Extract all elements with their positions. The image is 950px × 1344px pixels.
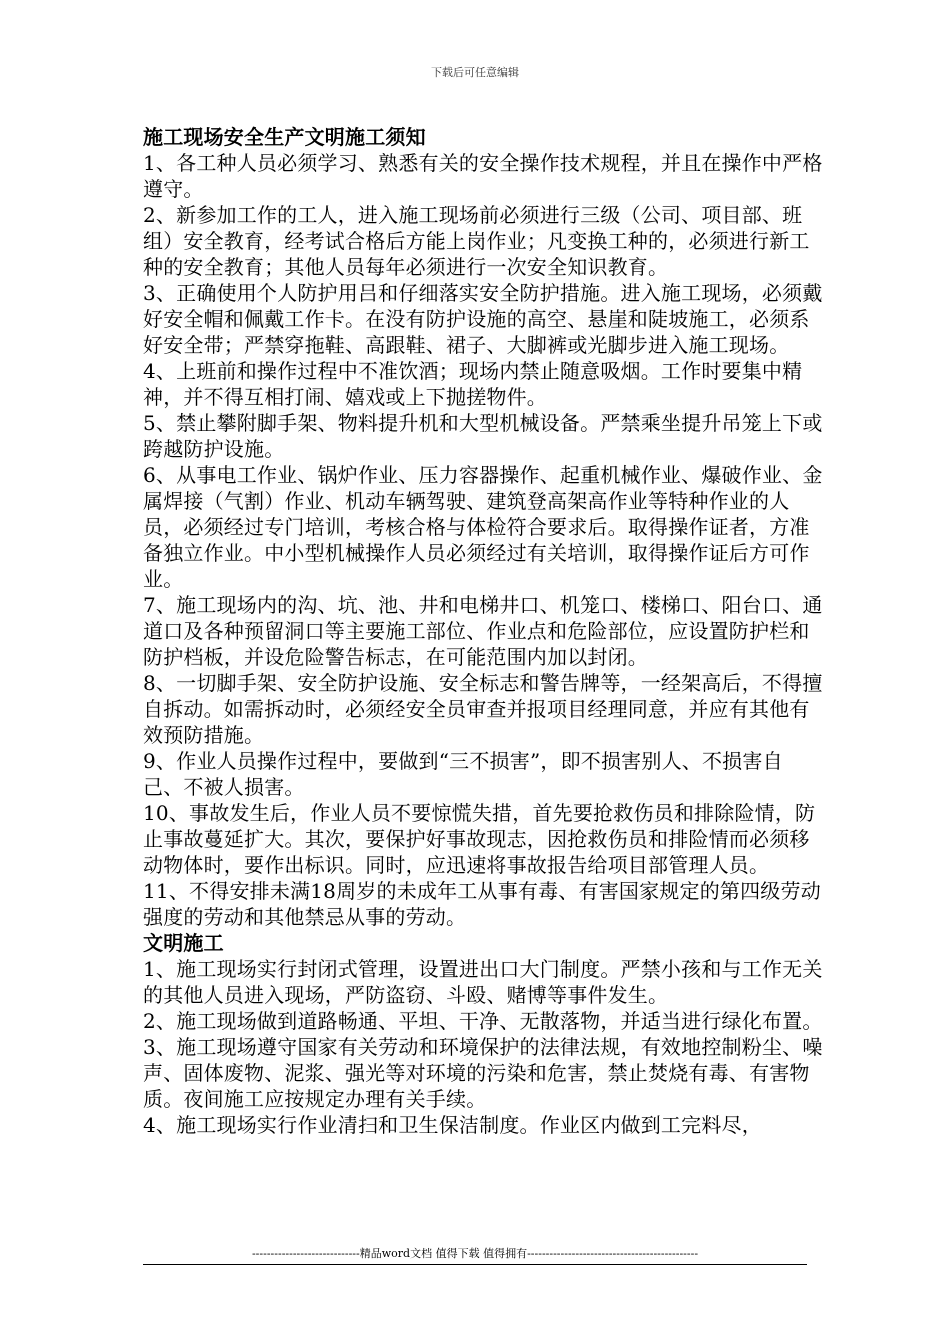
document-body [143,124,823,1138]
safety-item-7: 7、施工现场内的沟、坑、池、井和电梯井口、机笼口、楼梯口、阳台口、通道口及各种预留洞口等主要施工部位、作业点和危险部位，应设置防护栏和防护档板，并设危险警告标志，在可能范围内加以封闭。 [143,593,823,669]
safety-item-6: 6、从事电工作业、锅炉作业、压力容器操作、起重机械作业、爆破作业、金属焊接（气割）作业、机动车辆驾驶、建筑登高架高作业等特种作业的人员，必须经过专门培训，考核合格与体检符合要求后。取得操作证者，方准备独立作业。中小型机械操作人员必须经过有关培训，取得操作证后方可作业。 [143,463,823,591]
safety-item-11: 11、不得安排未满18周岁的未成年工从事有毒、有害国家规定的第四级劳动强度的劳动和其他禁忌从事的劳动。 [143,879,821,929]
safety-item-9: 9、作业人员操作过程中，要做到“三不损害”，即不损害别人、不损害自己、不被人损害。 [143,749,783,799]
civilized-item-3: 3、施工现场遵守国家有关劳动和环境保护的法律法规，有效地控制粉尘、噪声、固体废物、泥浆、强光等对环境的污染和危害，禁止焚烧有毒、有害物质。夜间施工应按规定办理有关手续。 [143,1035,823,1111]
safety-item-3: 3、正确使用个人防护用吕和仔细落实安全防护措施。进入施工现场，必须戴好安全帽和佩戴工作卡。在没有防护设施的高空、悬崖和陡坡施工，必须系好安全带；严禁穿拖鞋、高跟鞋、裙子、大脚裤或光脚步进入施工现场。 [143,281,823,357]
safety-item-8: 8、一切脚手架、安全防护设施、安全标志和警告牌等，一经架高后，不得擅自拆动。如需拆动时，必须经安全员审查并报项目经理同意，并应有其他有效预防措施。 [143,671,823,747]
safety-item-2: 2、新参加工作的工人，进入施工现场前必须进行三级（公司、项目部、班组）安全教育，经考试合格后方能上岗作业；凡变换工种的，必须进行新工种的安全教育；其他人员每年必须进行一次安全知识教育。 [143,203,810,279]
civilized-item-2: 2、施工现场做到道路畅通、平坦、干净、无散落物，并适当进行绿化布置。 [143,1009,823,1033]
safety-item-5: 5、禁止攀附脚手架、物料提升机和大型机械设备。严禁乘坐提升吊笼上下或跨越防护设施。 [143,411,823,461]
safety-item-4: 4、上班前和操作过程中不准饮酒；现场内禁止随意吸烟。工作时要集中精神，并不得互相打闹、嬉戏或上下抛搓物件。 [143,359,803,409]
section-title-safety: 施工现场安全生产文明施工须知 [143,125,426,149]
footer-rule [143,1264,807,1265]
header-note: 下载后可任意编辑 [431,66,519,79]
civilized-item-4: 4、施工现场实行作业清扫和卫生保洁制度。作业区内做到工完料尽， [143,1113,762,1137]
civilized-item-1: 1、施工现场实行封闭式管理，设置进出口大门制度。严禁小孩和与工作无关的其他人员进入现场，严防盗窃、斗殴、赌博等事件发生。 [143,957,823,1007]
safety-item-1: 1、各工种人员必须学习、熟悉有关的安全操作技术规程，并且在操作中严格遵守。 [143,151,823,201]
section-title-civilized: 文明施工 [143,931,224,955]
safety-item-10: 10、事故发生后，作业人员不要惊慌失措，首先要抢救伤员和排除险情，防止事故蔓延扩大。其次，要保护好事故现志，因抢救伤员和排险情而必须移动物体时，要作出标识。同时，应迅速将事故报告给项目部管理人员。 [143,801,816,877]
footer-note: -----------------------------精品word文档 值得下载 值得拥有---------------------------------------------- [251,1247,699,1260]
